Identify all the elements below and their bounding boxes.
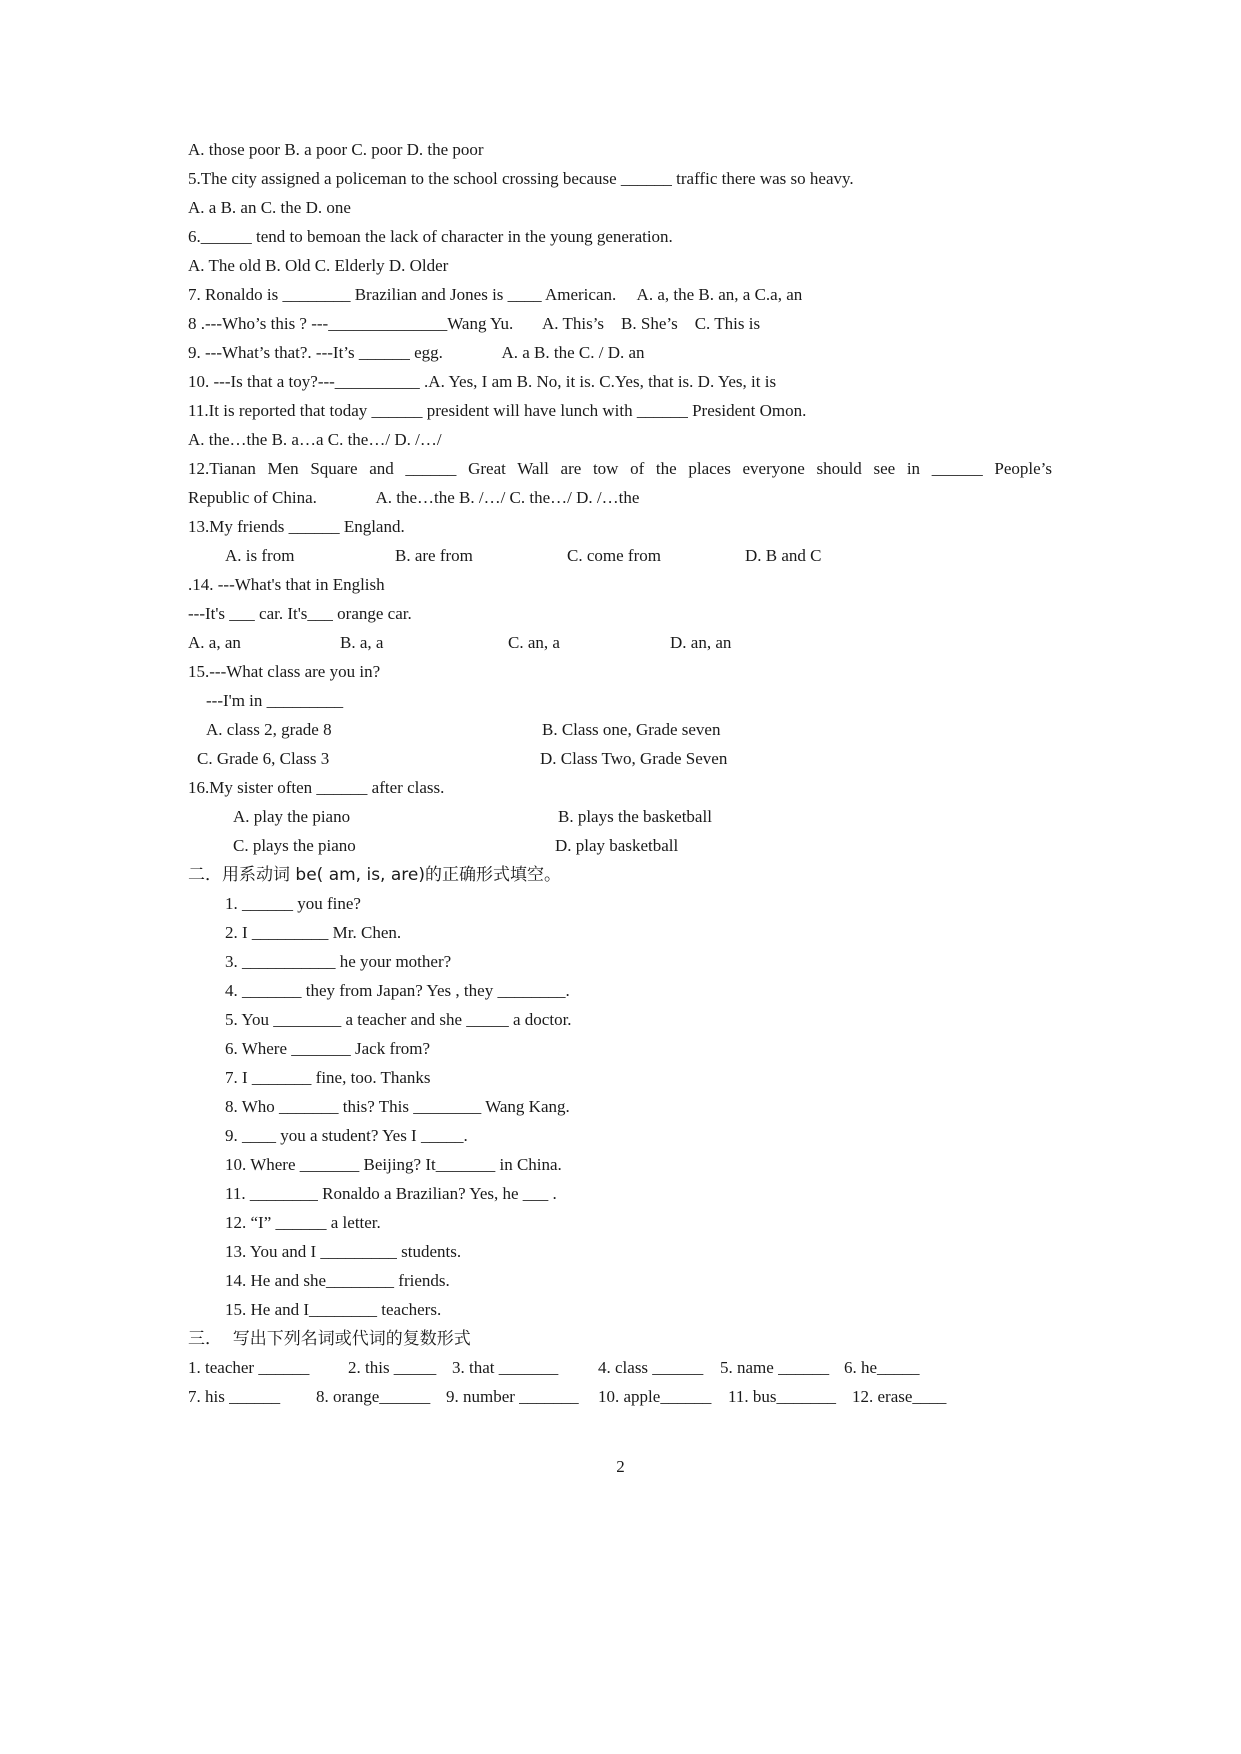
question-12: 12.Tianan Men Square and ______ Great Wall are tow of the places everyone should see in ______ People’s <box>188 459 1052 478</box>
option-a: A. class 2, grade 8 <box>206 720 332 739</box>
be-item-8: 8. Who _______ this? This ________ Wang Kang. <box>225 1097 570 1116</box>
question-11: 11.It is reported that today ______ president will have lunch with ______ President Omon. <box>188 401 807 420</box>
question-13: 13.My friends ______ England. <box>188 517 405 536</box>
q5-options: A. a B. an C. the D. one <box>188 198 351 217</box>
q15-options-row1 <box>206 719 720 741</box>
q14-options <box>188 632 731 654</box>
question-15: 15.---What class are you in? <box>188 662 381 681</box>
plural-row-1 <box>188 1357 920 1379</box>
question-9: 9. ---What’s that?. ---It’s ______ egg. A. a B. the C. / D. an <box>188 343 645 362</box>
be-item-4: 4. _______ they from Japan? Yes , they ________. <box>225 981 570 1000</box>
option-c: C. come from <box>567 546 661 565</box>
be-item-10: 10. Where _______ Beijing? It_______ in China. <box>225 1155 562 1174</box>
plural-item: 3. that _______ <box>452 1358 559 1377</box>
plural-item: 1. teacher ______ <box>188 1358 310 1377</box>
option-d: D. an, an <box>670 633 732 652</box>
be-item-1: 1. ______ you fine? <box>225 894 361 913</box>
option-c: C. an, a <box>508 633 560 652</box>
question-8: 8 .---Who’s this ? ---______________Wang Yu. A. This’s B. She’s C. This is <box>188 314 761 333</box>
option-b: B. are from <box>395 546 473 565</box>
be-item-3: 3. ___________ he your mother? <box>225 952 452 971</box>
plural-item: 2. this _____ <box>348 1358 437 1377</box>
q15-options-row2 <box>197 748 727 770</box>
q4-options: A. those poor B. a poor C. poor D. the poor <box>188 140 484 159</box>
be-item-11: 11. ________ Ronaldo a Brazilian? Yes, he ___ . <box>225 1184 557 1203</box>
question-6: 6.______ tend to bemoan the lack of character in the young generation. <box>188 227 673 246</box>
be-item-12: 12. “I” ______ a letter. <box>225 1213 381 1232</box>
option-d: D. Class Two, Grade Seven <box>540 749 728 768</box>
be-item-6: 6. Where _______ Jack from? <box>225 1039 431 1058</box>
question-5: 5.The city assigned a policeman to the school crossing because ______ traffic there was so heavy. <box>188 169 854 188</box>
section-2-heading: 二．用系动词 be( am, is, are)的正确形式填空。 <box>188 865 561 885</box>
plural-item: 4. class ______ <box>598 1358 704 1377</box>
plural-item: 9. number _______ <box>446 1387 579 1406</box>
option-c: C. Grade 6, Class 3 <box>197 749 330 768</box>
page-number: 2 <box>616 1457 625 1476</box>
be-item-14: 14. He and she________ friends. <box>225 1271 450 1290</box>
q16-options-row1 <box>233 806 712 828</box>
plural-item: 7. his ______ <box>188 1387 281 1406</box>
q16-options-row2 <box>233 835 678 857</box>
be-item-7: 7. I _______ fine, too. Thanks <box>225 1068 431 1087</box>
plural-item: 12. erase____ <box>852 1387 947 1406</box>
question-14-answer: ---It's ___ car. It's___ orange car. <box>188 604 412 623</box>
option-b: B. Class one, Grade seven <box>542 720 721 739</box>
plural-item: 8. orange______ <box>316 1387 431 1406</box>
plural-item: 11. bus_______ <box>728 1387 836 1406</box>
plural-item: 5. name ______ <box>720 1358 830 1377</box>
section-3-heading: 三． 写出下列名词或代词的复数形式 <box>188 1329 471 1349</box>
question-16: 16.My sister often ______ after class. <box>188 778 445 797</box>
question-12-cont: Republic of China. A. the…the B. /…/ C. the…/ D. /…the <box>188 488 640 507</box>
plural-row-2 <box>188 1386 946 1408</box>
plural-item: 6. he_____ <box>844 1358 920 1377</box>
be-item-15: 15. He and I________ teachers. <box>225 1300 442 1319</box>
option-b: B. plays the basketball <box>558 807 712 826</box>
be-item-5: 5. You ________ a teacher and she _____ a doctor. <box>225 1010 572 1029</box>
option-a: A. is from <box>225 546 295 565</box>
plural-item: 10. apple______ <box>598 1387 712 1406</box>
option-a: A. play the piano <box>233 807 351 826</box>
question-7: 7. Ronaldo is ________ Brazilian and Jones is ____ American. A. a, the B. an, a C.a, an <box>188 285 803 304</box>
be-item-9: 9. ____ you a student? Yes I _____. <box>225 1126 468 1145</box>
question-15-answer: ---I'm in _________ <box>206 691 344 710</box>
question-10: 10. ---Is that a toy?---__________ .A. Yes, I am B. No, it is. C.Yes, that is. D. Yes, it is <box>188 372 777 391</box>
be-item-2: 2. I _________ Mr. Chen. <box>225 923 402 942</box>
question-14: .14. ---What's that in English <box>188 575 385 594</box>
option-d: D. B and C <box>745 546 822 565</box>
option-d: D. play basketball <box>555 836 679 855</box>
q6-options: A. The old B. Old C. Elderly D. Older <box>188 256 449 275</box>
option-c: C. plays the piano <box>233 836 356 855</box>
q11-options: A. the…the B. a…a C. the…/ D. /…/ <box>188 430 442 449</box>
be-item-13: 13. You and I _________ students. <box>225 1242 462 1261</box>
option-b: B. a, a <box>340 633 384 652</box>
option-a: A. a, an <box>188 633 241 652</box>
q13-options <box>225 545 822 567</box>
